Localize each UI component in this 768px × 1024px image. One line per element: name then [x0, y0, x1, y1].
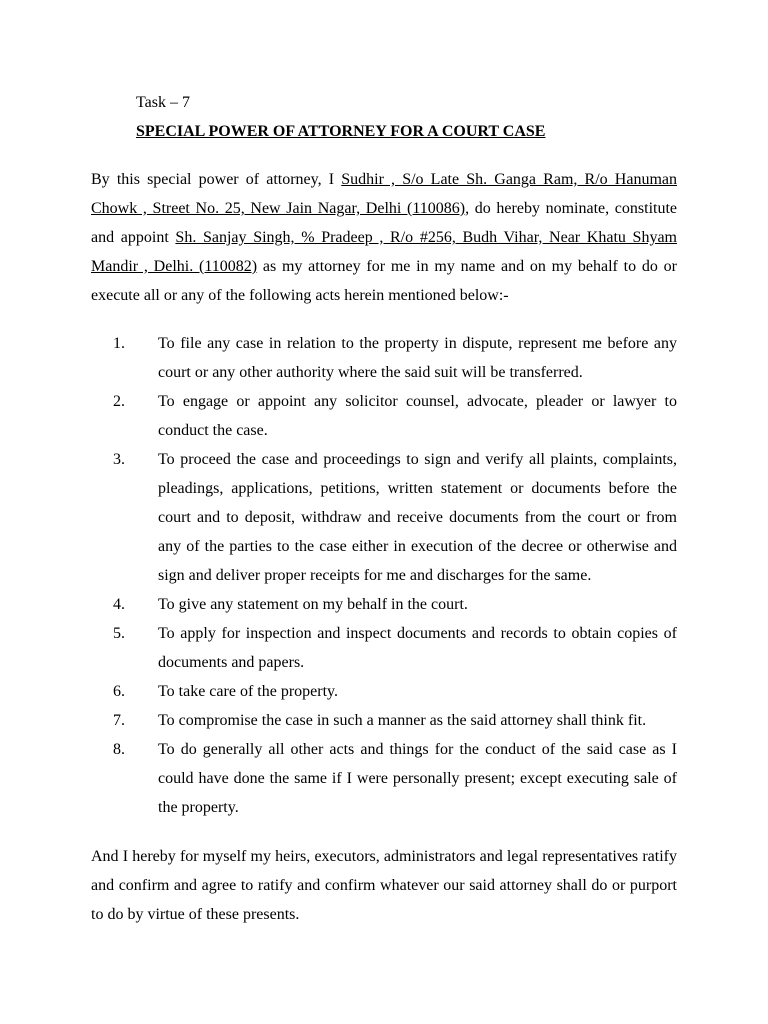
list-item-text: To proceed the case and proceedings to sign and verify all plaints, complaints, pleadings, applications, petitions, written statement or documents before the court and to deposit, withdraw and receive documents from the court or from any of the parties to the case either in execution of the decree or otherwise and sign and deliver proper receipts for me and discharges for the same.: [158, 451, 677, 584]
list-item-text: To engage or appoint any solicitor counsel, advocate, pleader or lawyer to conduct the case.: [158, 393, 677, 439]
list-item-number: 1.: [113, 335, 125, 352]
list-item-number: 8.: [113, 741, 125, 758]
principal-details: Sudhir , S/o Late Sh. Ganga Ram, R/o Hanuman Chowk , Street No. 25, New Jain Nagar, Delhi (110086): [91, 171, 678, 217]
intro-text-2: , do hereby nominate, constitute and appoint: [91, 200, 678, 246]
list-item: [91, 329, 677, 387]
list-item-text: To file any case in relation to the property in dispute, represent me before any court or any other authority where the said suit will be transferred.: [158, 335, 677, 381]
list-item-number: 6.: [113, 683, 125, 700]
list-item: [91, 619, 677, 677]
list-item-text: To take care of the property.: [158, 683, 338, 700]
list-item: [91, 387, 677, 445]
list-item: [91, 706, 677, 735]
task-label: Task – 7: [136, 94, 190, 111]
list-item-text: To compromise the case in such a manner as the said attorney shall think fit.: [158, 712, 647, 729]
list-item-text: To apply for inspection and inspect documents and records to obtain copies of documents and papers.: [158, 625, 677, 671]
list-item: [91, 735, 677, 822]
list-item: [91, 445, 677, 590]
closing-paragraph: And I hereby for myself my heirs, executors, administrators and legal representatives ratify and confirm and agree to ratify and confirm whatever our said attorney shall do or purport to do by virtue of these presents.: [91, 848, 677, 923]
list-item-number: 2.: [113, 393, 125, 410]
list-item: [91, 677, 677, 706]
intro-text-3: as my attorney for me in my name and on my behalf to do or execute all or any of the following acts herein mentioned below:-: [91, 258, 678, 304]
acts-list: [91, 329, 677, 822]
list-item-text: To give any statement on my behalf in the court.: [158, 596, 468, 613]
intro-text-1: By this special power of attorney, I: [91, 171, 342, 188]
list-item-number: 5.: [113, 625, 125, 642]
document-title: SPECIAL POWER OF ATTORNEY FOR A COURT CASE: [136, 123, 546, 140]
intro-paragraph: [91, 165, 677, 310]
attorney-details: Sh. Sanjay Singh, % Pradeep , R/o #256, Budh Vihar, Near Khatu Shyam Mandir , Delhi. (110082): [91, 229, 677, 275]
list-item: [91, 590, 677, 619]
list-item-text: To do generally all other acts and things for the conduct of the said case as I could have done the same if I were personally present; except executing sale of the property.: [158, 741, 677, 816]
list-item-number: 3.: [113, 451, 125, 468]
list-item-number: 7.: [113, 712, 125, 729]
list-item-number: 4.: [113, 596, 125, 613]
